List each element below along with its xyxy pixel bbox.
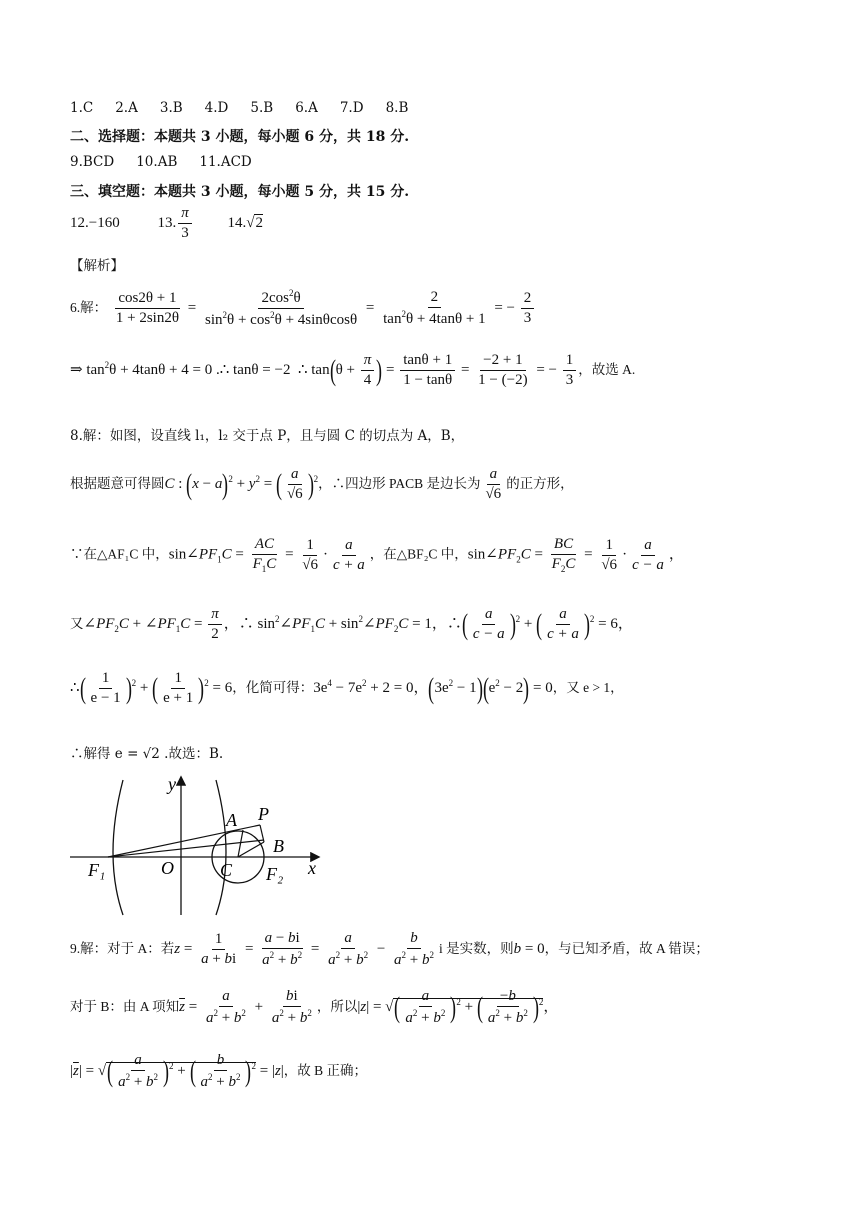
label-x: x bbox=[308, 858, 316, 878]
label-f2: F₂ bbox=[266, 864, 284, 884]
answer-item: 8.B bbox=[385, 100, 409, 116]
answer-item: 2.A bbox=[115, 100, 138, 116]
answer-item: 5.B bbox=[250, 100, 274, 116]
q6-label: 6.解： bbox=[70, 300, 108, 316]
q9-line1: 9.解：对于 A：若z = $\frac{1}{a + bi}$ = $\frac{a - bi}{a^2 + b^2}$ = $\frac{a}{a^2 + b^2}$ − $\frac{b}{a^2 + b^2}$ i 是实数，则b = 0，与已知矛盾，故 A 错误； bbox=[70, 930, 709, 969]
math-fraction: $\frac{2}{3}$ bbox=[521, 290, 535, 328]
analysis-label: 【解析】 bbox=[70, 258, 124, 274]
hyperbola-figure bbox=[68, 770, 338, 924]
text: ，与已知矛盾，故 A 错误； bbox=[544, 941, 709, 957]
text: ，化简可得： bbox=[232, 680, 314, 696]
text: ，在△BF₂C 中， bbox=[369, 546, 468, 562]
math-fraction: $\frac{a}{a^2 + b^2}$ bbox=[405, 988, 446, 1027]
math-fraction: $\frac{\pi}{4}$ bbox=[361, 352, 375, 390]
section-3-title: 三、填空题：本题共 3 小题，每小题 5 分，共 15 分. bbox=[70, 184, 410, 200]
q6-line2: ⇒ $\tan^2\theta + 4\tan\theta + 4 = 0$ .∴ tanθ = −2 ∴ tan(θ + $\frac{\pi}{4}$ ) = $\frac{\tan\theta + 1}{1 - \tan\theta}$ = $\frac{-2 + 1}{1 - (-2)}$ = − $\frac{1}{3}$ ，故选 A. bbox=[70, 352, 636, 389]
answer-item: 1.C bbox=[70, 100, 94, 116]
math-fraction: $\frac{AC}{F_1C}$ bbox=[252, 536, 277, 575]
answer-13-fraction bbox=[178, 205, 192, 243]
math-fraction: $\frac{\cos 2\theta + 1}{1 + 2\sin 2\theta}$ bbox=[115, 290, 180, 327]
math-fraction: $\frac{BC}{F_2C}$ bbox=[551, 536, 576, 575]
text: 的正方形， bbox=[506, 476, 574, 492]
answer-item: 6.A bbox=[295, 100, 318, 116]
math-fraction: $\frac{a}{√6}$ bbox=[485, 466, 502, 503]
math-fraction: $\frac{\tan\theta + 1}{1 - \tan\theta}$ bbox=[400, 352, 455, 390]
text: 又 bbox=[70, 616, 84, 632]
answer-item: 4.D bbox=[204, 100, 229, 116]
section-2-title: 二、选择题：本题共 3 小题，每小题 6 分，共 18 分. bbox=[70, 129, 410, 145]
math-fraction: $\frac{1}{a + bi}$ bbox=[201, 931, 237, 968]
math-fraction: $\frac{-2 + 1}{1 - (-2)}$ bbox=[478, 352, 528, 389]
math-fraction: $\frac{a}{√6}$ bbox=[286, 466, 303, 503]
label-b: B bbox=[273, 836, 284, 856]
math-fraction: $\frac{a}{c + a}$ bbox=[547, 606, 579, 643]
label-f1: F₁ bbox=[88, 860, 106, 880]
answer-item: 3.B bbox=[159, 100, 183, 116]
q8-line3: ∵在△AF₁C 中，$\sin\angle PF_1C$ = $\frac{AC}{F_1C}$ = $\frac{1}{√6}$ · $\frac{a}{c + a}$ ，在△BF₂C 中，$\sin\angle PF_2C$ = $\frac{BC}{F_2C}$ = $\frac{1}{√6}$ · $\frac{a}{c - a}$ ， bbox=[70, 536, 684, 575]
label-a: A bbox=[226, 810, 237, 830]
label-c: C bbox=[220, 860, 233, 880]
math-fraction: $\frac{a - bi}{a^2 + b^2}$ bbox=[262, 930, 303, 969]
multi-answers bbox=[70, 154, 274, 170]
math-fraction: $\frac{a}{a^2 + b^2}$ bbox=[118, 1052, 159, 1091]
q9-line3: $|\overline{z}|$ = √( $\frac{a}{a^2 + b^2}$ )$^2$ + ( $\frac{b}{a^2 + b^2}$ )$^2$ = |z|，故 B 正确； bbox=[70, 1052, 368, 1091]
text: 9.解：对于 A：若 bbox=[70, 941, 175, 957]
q8-conclusion: ∴解得 e = √2 .故选：B. bbox=[70, 746, 224, 762]
answer-12: 12.−160 bbox=[70, 215, 120, 232]
math-fraction: $\frac{a}{c - a}$ bbox=[472, 606, 505, 643]
radius-cb bbox=[238, 842, 264, 857]
answer-item: 11.ACD bbox=[199, 154, 252, 170]
segment-pb bbox=[260, 825, 264, 842]
math-fraction: $\frac{a}{c + a}$ bbox=[333, 536, 365, 573]
math-fraction: $\frac{-b}{a^2 + b^2}$ bbox=[487, 988, 528, 1027]
q8-line5: ∴( $\frac{1}{e - 1}$ )$^2$ + ( $\frac{1}{e + 1}$ )$^2$ = 6，化简可得：$3e^4 - 7e^2 + 2 = 0$，$(3e^2 - 1)(e^2 - 2) = 0$，又 e > 1， bbox=[70, 670, 624, 707]
text: ，∴四边形 PACB 是边长为 bbox=[318, 476, 481, 492]
q8-intro: 8.解：如图，设直线 l₁，l₂ 交于点 P，且与圆 C 的切点为 A，B， bbox=[70, 428, 465, 444]
answer-14-value: 2 bbox=[255, 215, 263, 232]
text: i 是实数，则 bbox=[439, 941, 514, 957]
text: ，又 e > 1， bbox=[552, 680, 624, 696]
answer-14-label: 14. bbox=[227, 215, 247, 232]
tangent-line-1 bbox=[108, 825, 260, 857]
text: ∵在△AF₁C 中， bbox=[70, 546, 169, 562]
label-o: O bbox=[161, 858, 174, 878]
math-fraction: $\frac{a}{a^2 + b^2}$ bbox=[205, 988, 246, 1027]
math-fraction: $\frac{2\cos^2\theta}{\sin^2\theta + \cos^2\theta + 4\sin\theta\cos\theta}$ bbox=[205, 288, 358, 329]
answer-item: 10.AB bbox=[136, 154, 178, 170]
answer-item: 9.BCD bbox=[70, 154, 115, 170]
math-fraction: $\frac{bi}{a^2 + b^2}$ bbox=[271, 988, 312, 1027]
q6-line1: 6.解： $\frac{\cos 2\theta + 1}{1 + 2\sin 2\theta}$ = $\frac{2\cos^2\theta}{\sin^2\theta + \cos^2\theta + 4\sin\theta\cos\theta}$ = $\frac{2}{\tan^2\theta + 4\tan\theta + 1}$ = − $\frac{2}{3}$ bbox=[70, 288, 536, 330]
math-fraction: $\frac{2}{\tan^2\theta + 4\tan\theta + 1}$ bbox=[383, 289, 486, 328]
label-y: y bbox=[168, 774, 176, 794]
q6-choice: ，故选 A. bbox=[578, 362, 636, 378]
fraction-numerator: π bbox=[178, 205, 192, 224]
math-fraction: $\frac{1}{3}$ bbox=[563, 352, 577, 390]
label-p: P bbox=[258, 804, 269, 824]
math-fraction: $\frac{b}{a^2 + b^2}$ bbox=[200, 1052, 241, 1091]
text: ，故 B 正确； bbox=[283, 1063, 368, 1079]
hyperbola-diagram bbox=[68, 770, 338, 920]
text: 对于 B：由 A 项知 bbox=[70, 999, 180, 1015]
radius-ca bbox=[238, 830, 243, 857]
q8-line4: 又$\angle PF_2C$ + $\angle PF_1C$ = $\frac{\pi}{2}$ ，∴ $\sin^2\angle PF_1C$ + $\sin^2\angle PF_2C = 1$，∴( $\frac{a}{c - a}$ )$^2$ + ( $\frac{a}{c + a}$ )$^2$ = 6， bbox=[70, 606, 633, 643]
hyperbola-right-branch bbox=[216, 780, 226, 915]
math-fraction: $\frac{a}{c - a}$ bbox=[632, 536, 664, 573]
text: 根据题意可得圆 bbox=[70, 476, 165, 492]
math-fraction: $\frac{1}{√6}$ bbox=[302, 536, 319, 573]
math-fraction: $\frac{a}{a^2 + b^2}$ bbox=[328, 930, 369, 969]
fraction-denominator: 3 bbox=[181, 225, 189, 242]
answer-item: 7.D bbox=[339, 100, 364, 116]
mc-answers bbox=[70, 100, 430, 116]
hyperbola-left-branch bbox=[113, 780, 123, 915]
text: ，所以 bbox=[316, 999, 358, 1015]
math-fraction: $\frac{1}{√6}$ bbox=[601, 536, 618, 573]
q9-line2: 对于 B：由 A 项知$\overline{z}$ = $\frac{a}{a^2 + b^2}$ + $\frac{bi}{a^2 + b^2}$ ，所以|z| = √( $\frac{a}{a^2 + b^2}$ )$^2$ + ( $\frac{-b}{a^2 + b^2}$ )$^2$， bbox=[70, 988, 559, 1027]
q8-line2: 根据题意可得圆C : $(x - a)^2 + y^2$ = ( $\frac{a}{√6}$ )$^2$，∴四边形 PACB 是边长为 $\frac{a}{√6}$ 的正方形， bbox=[70, 466, 574, 503]
answer-13-label: 13. bbox=[157, 215, 177, 232]
math-fraction: $\frac{\pi}{2}$ bbox=[208, 606, 222, 644]
fill-answers: 12.−160 13. $\frac{\pi}{3}$ 14.√2 bbox=[70, 205, 263, 242]
math-fraction: $\frac{1}{e - 1}$ bbox=[90, 670, 121, 707]
math-fraction: $\frac{b}{a^2 + b^2}$ bbox=[394, 930, 435, 969]
math-fraction: $\frac{1}{e + 1}$ bbox=[163, 670, 194, 707]
